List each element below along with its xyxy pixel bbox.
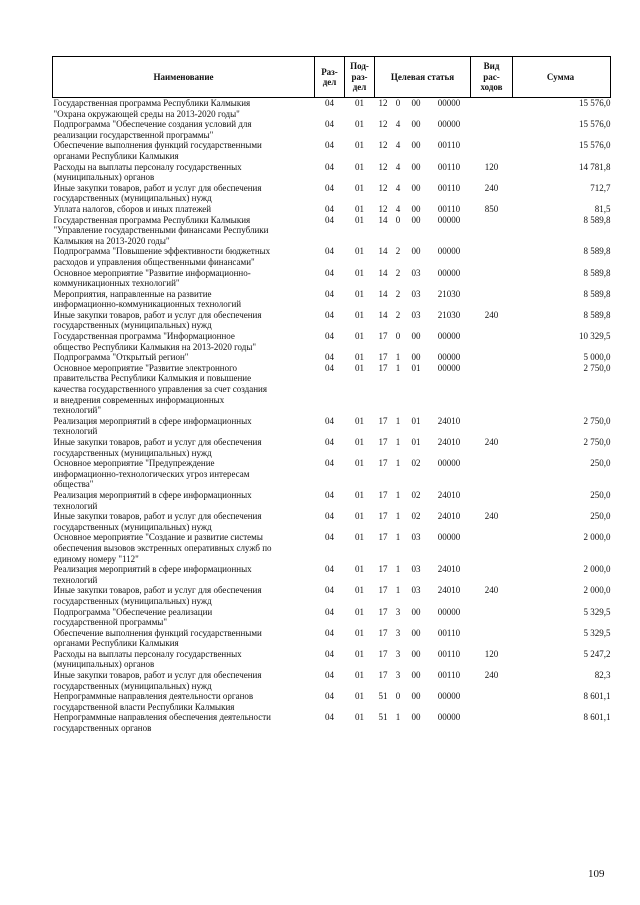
row-sum: 5 329,5	[583, 627, 611, 638]
row-target-program: 17	[378, 437, 388, 447]
row-sum: 81,5	[594, 203, 611, 214]
row-sum: 8 601,1	[583, 691, 611, 702]
row-razdel: 04	[325, 161, 334, 172]
table-body	[53, 98, 611, 734]
row-target-direction: 00000	[437, 458, 461, 469]
table-row	[53, 310, 611, 331]
row-target-direction: 21030	[437, 309, 461, 320]
row-expense-type	[471, 607, 513, 628]
row-name: Подпрограмма "Обеспечение реализации государственной программы"	[53, 606, 213, 628]
row-razdel: 04	[325, 267, 334, 278]
row-expense-type	[471, 363, 513, 416]
row-target-direction: 00110	[437, 140, 461, 151]
row-target-subprogram: 2	[395, 309, 401, 320]
row-target-subprogram: 4	[395, 119, 401, 130]
row-target-event: 00	[411, 246, 421, 257]
row-name: Основное мероприятие "Предупреждение информационно-технологических угроз интересам общества"	[53, 458, 250, 490]
row-target-subprogram: 3	[395, 627, 401, 638]
row-sum: 5 329,5	[583, 606, 611, 617]
row-podrazdel: 01	[355, 606, 364, 617]
table-header	[53, 57, 611, 98]
row-target-subprogram: 3	[395, 606, 401, 617]
row-target-direction: 00000	[437, 246, 461, 257]
row-target-event: 00	[411, 119, 421, 130]
row-expense-type	[471, 712, 513, 733]
page-number: 109	[588, 868, 605, 880]
row-target-direction: 21030	[437, 288, 461, 299]
row-target-event: 00	[411, 161, 421, 172]
row-razdel: 04	[325, 331, 334, 342]
row-sum: 14 781,8	[579, 161, 611, 172]
row-name: Реализация мероприятий в сфере информационных технологий	[53, 489, 252, 511]
row-expense-type	[471, 140, 513, 161]
row-razdel: 04	[325, 532, 334, 543]
row-sum: 250,0	[590, 489, 611, 500]
row-target-direction: 00000	[437, 362, 461, 373]
row-razdel: 04	[325, 648, 334, 659]
row-target-program: 17	[378, 670, 388, 681]
row-name: Основное мероприятие "Создание и развитие системы обеспечения вызовов экстренных оперативных служб по единому номеру "112"	[53, 532, 272, 564]
row-razdel: 04	[325, 98, 334, 108]
row-expense-type	[471, 564, 513, 585]
row-sum: 8 589,8	[583, 246, 611, 257]
row-target-direction: 00000	[437, 214, 461, 225]
row-sum: 15 576,0	[579, 119, 611, 130]
row-target-subprogram: 0	[395, 214, 401, 225]
row-name: Обеспечение выполнения функций государственными органами Республики Калмыкия	[53, 140, 262, 161]
row-name: Непрограммные направления обеспечения деятельности государственных органов	[53, 712, 271, 734]
row-target-direction: 00000	[437, 331, 461, 342]
row-podrazdel: 01	[355, 214, 364, 225]
row-expense-type	[471, 458, 513, 490]
row-podrazdel: 01	[355, 119, 364, 130]
row-name: Реализация мероприятий в сфере информационных технологий	[53, 564, 252, 585]
row-razdel: 04	[325, 203, 334, 214]
row-target-event: 01	[411, 362, 421, 373]
row-target-subprogram: 2	[395, 288, 401, 299]
row-razdel: 04	[325, 606, 334, 617]
row-target-direction: 00110	[437, 648, 461, 659]
row-expense-type	[471, 628, 513, 649]
row-sum: 10 329,5	[579, 331, 611, 342]
row-podrazdel: 01	[355, 691, 364, 702]
row-podrazdel: 01	[355, 140, 364, 151]
row-name: Иные закупки товаров, работ и услуг для обеспечения государственных (муниципальных) нужд	[53, 182, 262, 204]
row-razdel: 04	[325, 691, 334, 702]
row-target-program: 12	[378, 140, 388, 151]
row-podrazdel: 01	[355, 564, 364, 575]
row-razdel: 04	[325, 511, 334, 522]
row-name: Реализация мероприятий в сфере информационных технологий	[53, 415, 252, 437]
row-razdel: 04	[325, 712, 334, 723]
row-target-direction: 00000	[437, 119, 461, 130]
row-target-direction: 00000	[437, 532, 461, 543]
row-target-event: 03	[411, 532, 421, 543]
row-target-event: 00	[411, 98, 421, 108]
row-target-direction: 00110	[437, 182, 461, 193]
row-target-subprogram: 0	[395, 98, 401, 108]
row-sum: 82,3	[594, 670, 611, 681]
row-target-event: 00	[411, 352, 421, 363]
row-target-program: 17	[378, 352, 388, 363]
header-expense-type: Вид рас- ходов	[471, 57, 513, 98]
row-target-event: 00	[411, 606, 421, 617]
row-target-program: 12	[378, 161, 388, 172]
row-name: Мероприятия, направленные на развитие информационно-коммуникационных технологий	[53, 288, 242, 310]
row-razdel: 04	[325, 182, 334, 193]
header-sum: Сумма	[513, 57, 611, 98]
row-target-event: 03	[411, 288, 421, 299]
row-expense-type	[471, 416, 513, 437]
row-target-subprogram: 2	[395, 246, 401, 257]
row-sum: 15 576,0	[579, 140, 611, 151]
row-target-program: 17	[378, 489, 388, 500]
row-name: Подпрограмма "Обеспечение создания условий для реализации государственной программы"	[53, 119, 252, 140]
row-target-program: 17	[378, 331, 388, 342]
row-razdel: 04	[325, 585, 334, 596]
row-target-direction: 00000	[437, 712, 461, 723]
row-podrazdel: 01	[355, 648, 364, 659]
row-expense-type: 240	[484, 511, 499, 522]
row-name: Иные закупки товаров, работ и услуг для обеспечения государственных (муниципальных) нужд	[53, 511, 262, 532]
row-target-event: 00	[411, 670, 421, 681]
row-podrazdel: 01	[355, 532, 364, 543]
row-expense-type	[471, 268, 513, 289]
row-podrazdel: 01	[355, 288, 364, 299]
row-sum: 5 000,0	[583, 352, 611, 363]
table-row	[53, 712, 611, 733]
row-razdel: 04	[325, 309, 334, 320]
table-row	[53, 628, 611, 649]
row-expense-type	[471, 246, 513, 267]
row-name: Государственная программа "Информационное общество Республики Калмыкия на 2013-2020 годы"	[53, 331, 257, 352]
budget-table	[52, 56, 611, 734]
table-row	[53, 691, 611, 712]
table-row	[53, 289, 611, 310]
row-sum: 2 750,0	[583, 415, 611, 426]
row-sum: 2 000,0	[583, 564, 611, 575]
row-razdel: 04	[325, 437, 334, 447]
row-sum: 250,0	[590, 458, 611, 469]
row-target-subprogram: 1	[395, 489, 401, 500]
row-target-event: 01	[411, 437, 421, 447]
row-target-program: 14	[378, 288, 388, 299]
row-target-subprogram: 1	[395, 352, 401, 363]
row-target-program: 51	[378, 712, 388, 723]
row-target-direction: 00110	[437, 203, 461, 214]
row-name: Обеспечение выполнения функций государственными органами Республики Калмыкия	[53, 627, 262, 649]
row-name: Государственная программа Республики Калмыкия "Управление государственными финансами Республики Калмыкия на 2013-2020 годы"	[53, 214, 269, 246]
row-sum: 2 750,0	[583, 437, 611, 447]
row-target-event: 00	[411, 627, 421, 638]
row-sum: 2 000,0	[583, 585, 611, 596]
row-expense-type	[471, 98, 513, 120]
row-target-program: 51	[378, 691, 388, 702]
row-target-program: 12	[378, 182, 388, 193]
row-razdel: 04	[325, 670, 334, 681]
row-target-program: 17	[378, 415, 388, 426]
row-target-program: 17	[378, 648, 388, 659]
row-target-program: 17	[378, 585, 388, 596]
row-target-program: 17	[378, 362, 388, 373]
row-expense-type	[471, 532, 513, 564]
row-target-event: 00	[411, 712, 421, 723]
row-razdel: 04	[325, 288, 334, 299]
row-target-subprogram: 1	[395, 362, 401, 373]
row-name: Иные закупки товаров, работ и услуг для обеспечения государственных (муниципальных) нужд	[53, 585, 262, 606]
row-sum: 8 589,8	[583, 309, 611, 320]
row-target-program: 17	[378, 627, 388, 638]
table-row	[53, 585, 611, 606]
table-row	[53, 564, 611, 585]
row-podrazdel: 01	[355, 331, 364, 342]
row-target-direction: 00110	[437, 670, 461, 681]
row-target-subprogram: 4	[395, 140, 401, 151]
table-row	[53, 607, 611, 628]
row-sum: 5 247,2	[583, 648, 611, 659]
row-expense-type	[471, 331, 513, 352]
row-target-direction: 24010	[437, 489, 461, 500]
row-target-direction: 24010	[437, 415, 461, 426]
row-name: Иные закупки товаров, работ и услуг для обеспечения государственных (муниципальных) нужд	[53, 437, 262, 458]
table-row	[53, 183, 611, 204]
row-target-subprogram: 2	[395, 267, 401, 278]
row-podrazdel: 01	[355, 182, 364, 193]
row-razdel: 04	[325, 564, 334, 575]
row-target-event: 00	[411, 182, 421, 193]
row-target-event: 00	[411, 691, 421, 702]
header-podrazdel: Под- раз- дел	[345, 57, 375, 98]
row-expense-type	[471, 119, 513, 140]
row-expense-type: 120	[484, 648, 499, 659]
row-podrazdel: 01	[355, 511, 364, 522]
row-razdel: 04	[325, 140, 334, 151]
row-target-event: 02	[411, 458, 421, 469]
row-target-event: 02	[411, 489, 421, 500]
row-target-subprogram: 1	[395, 712, 401, 723]
row-sum: 8 601,1	[583, 712, 611, 723]
row-expense-type: 240	[484, 585, 499, 596]
row-target-subprogram: 1	[395, 415, 401, 426]
row-target-subprogram: 3	[395, 670, 401, 681]
row-expense-type	[471, 352, 513, 363]
row-target-program: 14	[378, 214, 388, 225]
row-target-direction: 24010	[437, 437, 461, 447]
row-podrazdel: 01	[355, 458, 364, 469]
row-target-event: 03	[411, 309, 421, 320]
table-row	[53, 532, 611, 564]
row-sum: 250,0	[590, 511, 611, 522]
row-target-direction: 24010	[437, 564, 461, 575]
table-row	[53, 416, 611, 437]
row-target-subprogram: 1	[395, 585, 401, 596]
row-expense-type: 240	[484, 182, 499, 193]
row-name: Иные закупки товаров, работ и услуг для обеспечения государственных (муниципальных) нужд	[53, 670, 262, 691]
row-target-subprogram: 1	[395, 511, 401, 522]
table-row	[53, 119, 611, 140]
row-podrazdel: 01	[355, 246, 364, 257]
row-target-program: 14	[378, 309, 388, 320]
row-razdel: 04	[325, 214, 334, 225]
row-podrazdel: 01	[355, 489, 364, 500]
row-target-event: 01	[411, 415, 421, 426]
row-target-subprogram: 1	[395, 437, 401, 447]
row-podrazdel: 01	[355, 203, 364, 214]
table-row	[53, 511, 611, 532]
row-sum: 712,7	[590, 182, 611, 193]
row-podrazdel: 01	[355, 98, 364, 108]
row-sum: 2 000,0	[583, 532, 611, 543]
row-expense-type	[471, 215, 513, 247]
row-name: Уплата налогов, сборов и иных платежей	[53, 203, 212, 214]
row-sum: 8 589,8	[583, 267, 611, 278]
row-target-program: 12	[378, 119, 388, 130]
row-podrazdel: 01	[355, 267, 364, 278]
table-row	[53, 140, 611, 161]
header-razdel: Раз- дел	[315, 57, 345, 98]
row-name: Иные закупки товаров, работ и услуг для обеспечения государственных (муниципальных) нужд	[53, 309, 262, 331]
row-target-event: 00	[411, 140, 421, 151]
row-razdel: 04	[325, 458, 334, 469]
row-razdel: 04	[325, 246, 334, 257]
row-name: Основное мероприятие "Развитие электронного правительства Республики Калмыкия и повышение качества государственного управления за счет создания и внедрения современных информационных технологий"	[53, 362, 267, 416]
row-name: Расходы на выплаты персоналу государственных (муниципальных) органов	[53, 648, 242, 670]
row-target-subprogram: 4	[395, 161, 401, 172]
row-target-subprogram: 3	[395, 648, 401, 659]
row-target-subprogram: 1	[395, 564, 401, 575]
row-expense-type: 850	[484, 203, 499, 214]
row-expense-type: 120	[484, 161, 499, 172]
row-razdel: 04	[325, 352, 334, 363]
table-row	[53, 670, 611, 691]
row-podrazdel: 01	[355, 362, 364, 373]
row-target-event: 03	[411, 585, 421, 596]
row-expense-type	[471, 691, 513, 712]
row-sum: 15 576,0	[579, 98, 611, 108]
table-row	[53, 204, 611, 215]
row-target-event: 00	[411, 331, 421, 342]
row-target-subprogram: 0	[395, 331, 401, 342]
table-row	[53, 437, 611, 458]
row-target-subprogram: 1	[395, 532, 401, 543]
row-target-program: 17	[378, 532, 388, 543]
row-sum: 8 589,8	[583, 214, 611, 225]
row-target-event: 02	[411, 511, 421, 522]
row-expense-type	[471, 289, 513, 310]
row-target-subprogram: 4	[395, 182, 401, 193]
row-sum: 8 589,8	[583, 288, 611, 299]
row-expense-type	[471, 490, 513, 511]
row-razdel: 04	[325, 119, 334, 130]
row-target-direction: 00000	[437, 691, 461, 702]
table-row	[53, 363, 611, 416]
table-row	[53, 215, 611, 247]
row-name: Подпрограмма "Открытый регион"	[53, 352, 189, 363]
row-podrazdel: 01	[355, 309, 364, 320]
row-target-direction: 00110	[437, 627, 461, 638]
row-razdel: 04	[325, 627, 334, 638]
row-razdel: 04	[325, 415, 334, 426]
row-target-program: 12	[378, 98, 388, 108]
row-target-program: 17	[378, 564, 388, 575]
row-target-event: 03	[411, 564, 421, 575]
table-row	[53, 98, 611, 120]
row-podrazdel: 01	[355, 352, 364, 363]
row-target-direction: 00000	[437, 267, 461, 278]
row-podrazdel: 01	[355, 415, 364, 426]
row-razdel: 04	[325, 489, 334, 500]
table-row	[53, 352, 611, 363]
row-razdel: 04	[325, 362, 334, 373]
row-target-program: 14	[378, 246, 388, 257]
row-name: Подпрограмма "Повышение эффективности бюджетных расходов и управления общественными финансами"	[53, 246, 271, 267]
row-target-event: 03	[411, 267, 421, 278]
row-sum: 2 750,0	[583, 362, 611, 373]
row-target-direction: 24010	[437, 511, 461, 522]
table-row	[53, 490, 611, 511]
header-name: Наименование	[53, 57, 315, 98]
row-target-subprogram: 1	[395, 458, 401, 469]
row-target-event: 00	[411, 203, 421, 214]
row-target-event: 00	[411, 648, 421, 659]
header-target-article: Целевая статья	[375, 57, 471, 98]
row-target-subprogram: 4	[395, 203, 401, 214]
row-expense-type: 240	[484, 670, 499, 681]
row-target-direction: 00000	[437, 606, 461, 617]
row-podrazdel: 01	[355, 437, 364, 447]
row-name: Основное мероприятие "Развитие информационно- коммуникационных технологий"	[53, 267, 251, 289]
table-row	[53, 246, 611, 267]
row-podrazdel: 01	[355, 712, 364, 723]
row-name: Непрограммные направления деятельности органов государственной власти Республики Калмыкия	[53, 691, 254, 712]
row-target-program: 17	[378, 511, 388, 522]
row-target-direction: 24010	[437, 585, 461, 596]
table-row	[53, 649, 611, 670]
row-target-direction: 00000	[437, 352, 461, 363]
row-target-event: 00	[411, 214, 421, 225]
table-row	[53, 331, 611, 352]
row-target-subprogram: 0	[395, 691, 401, 702]
row-expense-type: 240	[484, 437, 499, 447]
row-podrazdel: 01	[355, 670, 364, 681]
row-target-program: 12	[378, 203, 388, 214]
row-target-program: 17	[378, 606, 388, 617]
row-name: Расходы на выплаты персоналу государственных (муниципальных) органов	[53, 161, 242, 183]
row-target-program: 14	[378, 267, 388, 278]
table-row	[53, 458, 611, 490]
row-target-program: 17	[378, 458, 388, 469]
row-name: Государственная программа Республики Калмыкия "Охрана окружающей среды на 2013-2020 годы"	[53, 98, 251, 119]
row-expense-type: 240	[484, 309, 499, 320]
row-podrazdel: 01	[355, 161, 364, 172]
row-podrazdel: 01	[355, 585, 364, 596]
row-podrazdel: 01	[355, 627, 364, 638]
table-row	[53, 268, 611, 289]
row-target-direction: 00110	[437, 161, 461, 172]
row-target-direction: 00000	[437, 98, 461, 108]
table-row	[53, 162, 611, 183]
